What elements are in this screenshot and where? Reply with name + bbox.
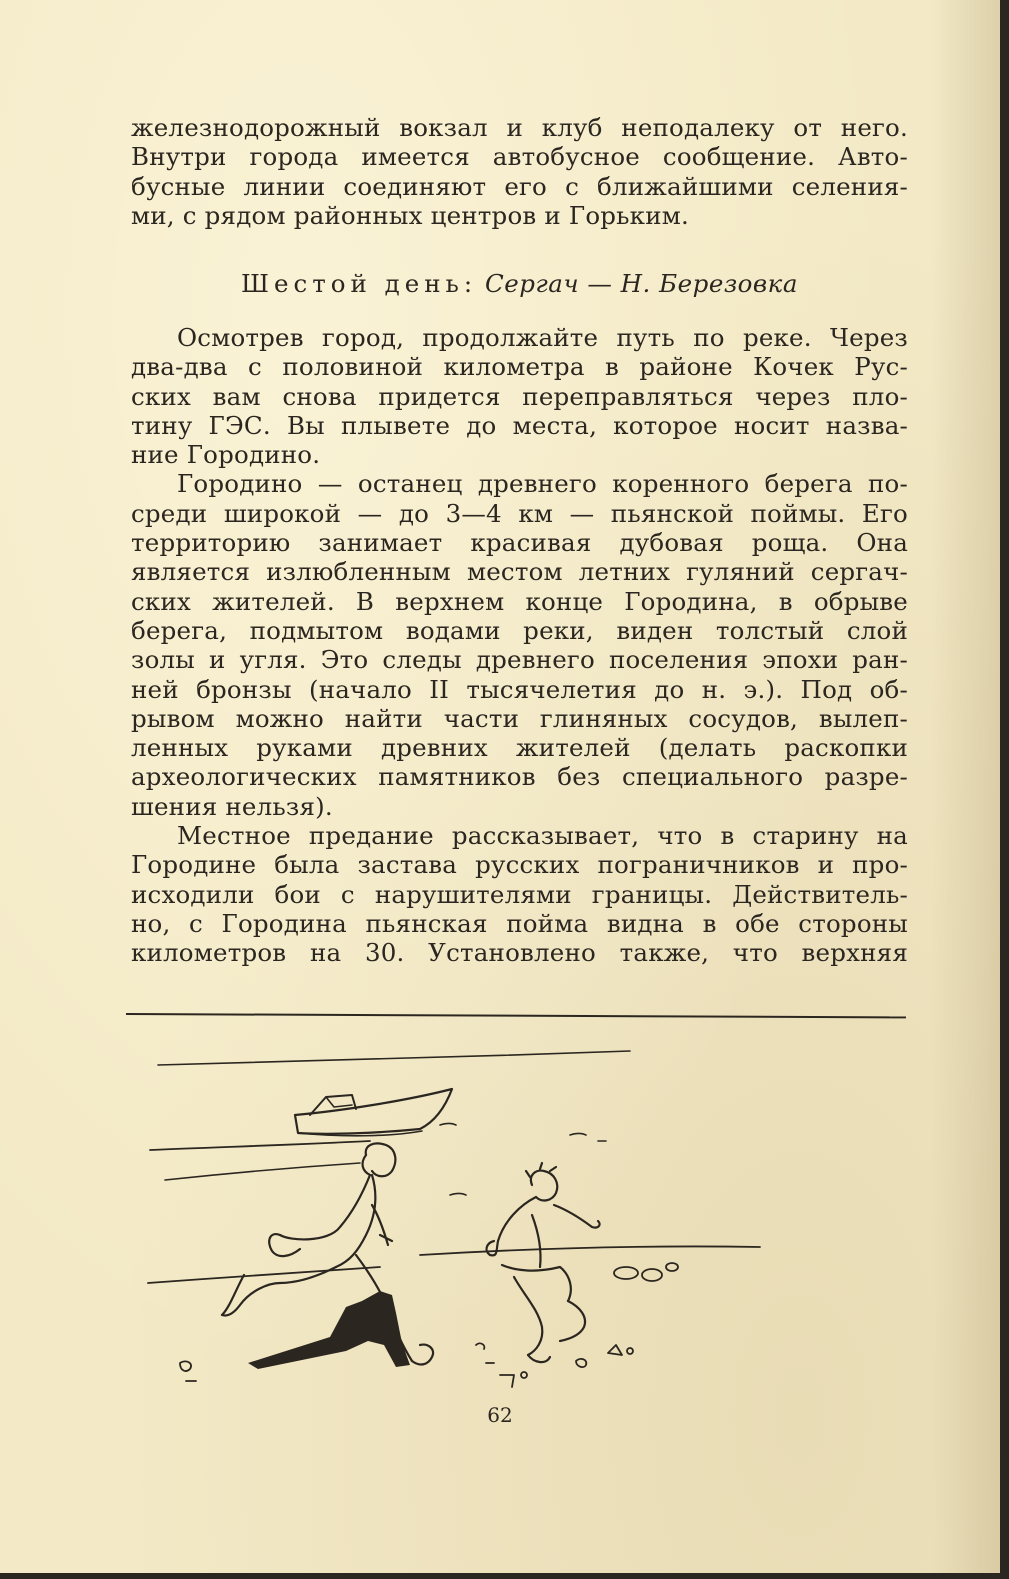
- section-heading: [131, 268, 908, 300]
- text-line: Городине была застава русских пограничников и про-: [131, 850, 908, 880]
- ground-line: [148, 1267, 380, 1283]
- divider-rule: [126, 1013, 906, 1018]
- text-line: но, с Городина пьянская пойма видна в обе стороны: [131, 908, 908, 938]
- text-line: ленных руками древних жителей (делать раскопки: [131, 733, 908, 763]
- text-line: территорию занимает красивая дубовая роща. Она: [131, 528, 908, 558]
- text-line: берега, подмытом водами реки, виден толстый слой: [131, 615, 908, 645]
- text-line: железнодорожный вокзал и клуб неподалеку от него.: [131, 113, 908, 142]
- text-line: километров на 30. Установлено также, что верхняя: [131, 938, 908, 968]
- text-line: ских вам снова придется переправляться через пло-: [131, 381, 908, 411]
- text-line: бусные линии соединяют его с ближайшими селения-: [131, 171, 908, 201]
- river-bank-line: [165, 1163, 360, 1180]
- text-line: ней бронзы (начало II тысячелетия до н. э.). Под об-: [131, 674, 908, 704]
- body-text: [131, 323, 908, 968]
- page-number: 62: [487, 1403, 513, 1427]
- heading-label: Шестой день:: [241, 269, 478, 298]
- text-line: тину ГЭС. Вы плывете до места, которое носит назва-: [131, 410, 908, 440]
- text-line: шения нельзя).: [131, 791, 333, 821]
- pebbles-drawing: [180, 1263, 678, 1387]
- text-line: ских жителей. В верхнем конце Городина, в обрыве: [131, 586, 908, 616]
- paragraph-2: [131, 469, 908, 821]
- runner-shadow: [248, 1291, 410, 1369]
- running-men-illustration: [140, 1045, 780, 1395]
- boat-drawing: [295, 1089, 452, 1136]
- paragraph-1: [131, 323, 908, 469]
- heading-route: Сергач — Н. Березовка: [484, 269, 798, 298]
- text-line: исходили бои с нарушителями границы. Действитель-: [131, 879, 908, 909]
- text-line: является излюбленным местом летних гуляний сергач-: [131, 557, 908, 587]
- text-line: рывом можно найти части глиняных сосудов, вылеп-: [131, 703, 908, 733]
- top-paragraph: [131, 113, 908, 230]
- text-line: Местное предание рассказывает, что в старину на: [177, 821, 908, 851]
- text-line: Городино — останец древнего коренного берега по-: [177, 469, 908, 499]
- ground-line: [420, 1246, 760, 1255]
- text-line: два-два с половиной километра в районе Кочек Рус-: [131, 352, 908, 382]
- paragraph-3: [131, 821, 908, 967]
- river-bank-line: [150, 1141, 370, 1150]
- text-line: археологических памятников без специального разре-: [131, 762, 908, 792]
- text-line: Осмотрев город, продолжайте путь по реке. Через: [177, 323, 908, 352]
- text-line: ние Городино.: [131, 440, 321, 470]
- text-line: Внутри города имеется автобусное сообщение. Авто-: [131, 142, 908, 172]
- text-line: золы и угля. Это следы древнего поселения эпохи ран-: [131, 645, 908, 675]
- runner-figure-tall: [222, 1143, 433, 1364]
- text-line: ми, с рядом районных центров и Горьким.: [131, 200, 689, 230]
- runner-figure-short: [487, 1163, 600, 1362]
- horizon-line: [158, 1051, 630, 1065]
- text-line: среди широкой — до 3—4 км — пьянской поймы. Его: [131, 498, 908, 528]
